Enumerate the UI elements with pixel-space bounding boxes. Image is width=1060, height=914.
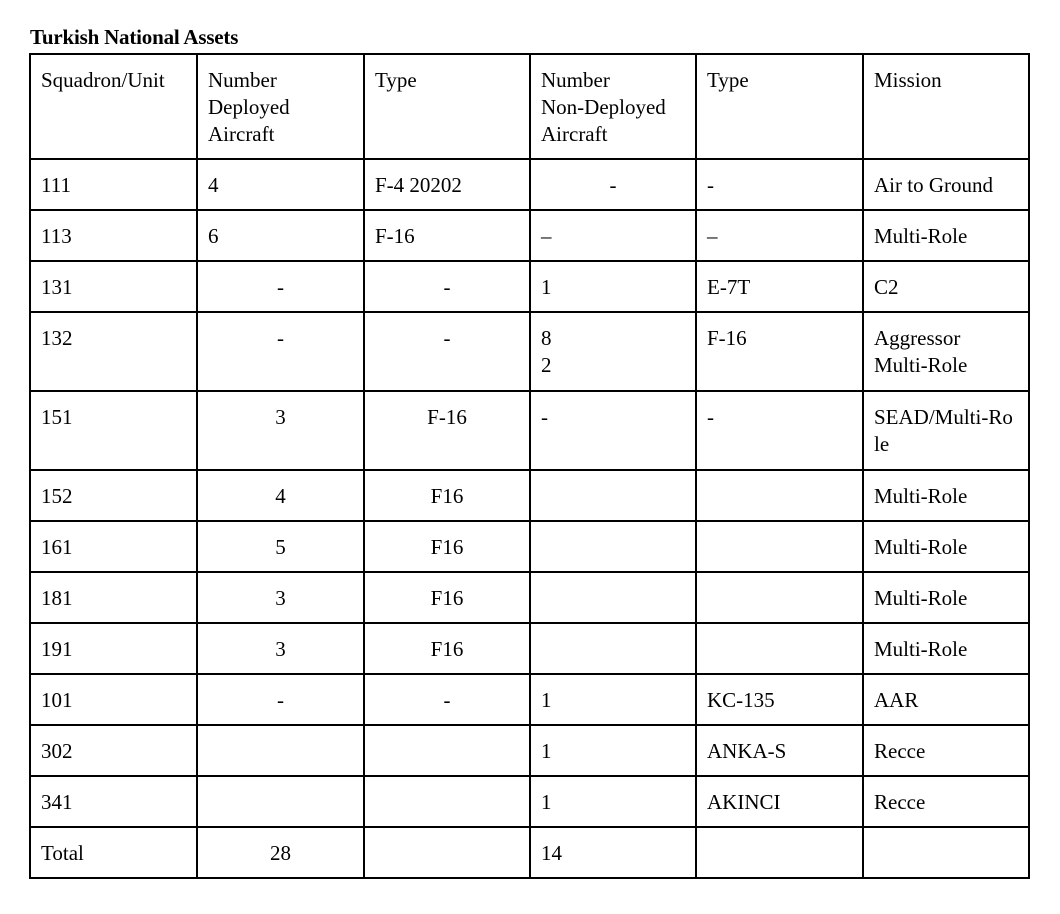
cell-deployed-count bbox=[197, 776, 364, 827]
cell-text: Aggressor bbox=[874, 326, 961, 350]
table-row bbox=[30, 776, 1029, 827]
cell-total-deployed: 28 bbox=[197, 827, 364, 878]
cell-unit: 131 bbox=[30, 261, 197, 312]
cell-non-deployed-type: E-7T bbox=[696, 261, 863, 312]
header-text: Aircraft bbox=[541, 122, 608, 146]
header-cell-mission bbox=[863, 54, 1029, 159]
cell-unit: 152 bbox=[30, 470, 197, 521]
table-row bbox=[30, 470, 1029, 521]
cell-deployed-count: 6 bbox=[197, 210, 364, 261]
cell-non-deployed-type: F-16 bbox=[696, 312, 863, 391]
cell-deployed-type: - bbox=[364, 261, 530, 312]
cell-mission bbox=[863, 623, 1029, 674]
cell-deployed-count: - bbox=[197, 674, 364, 725]
cell-non-deployed-type: AKINCI bbox=[696, 776, 863, 827]
cell-deployed-type: F16 bbox=[364, 572, 530, 623]
cell-unit: 111 bbox=[30, 159, 197, 210]
cell-total-label: Total bbox=[30, 827, 197, 878]
cell-non-deployed-count bbox=[530, 725, 696, 776]
cell-text: – bbox=[541, 224, 552, 248]
cell-unit: 302 bbox=[30, 725, 197, 776]
cell-text: Recce bbox=[874, 739, 926, 763]
cell-non-deployed-type: KC-135 bbox=[696, 674, 863, 725]
header-text: Squadron/Unit bbox=[41, 68, 165, 92]
cell-non-deployed-type bbox=[696, 572, 863, 623]
header-text: Number bbox=[541, 68, 610, 92]
cell-text: 1 bbox=[541, 688, 552, 712]
cell-text: Multi-Role bbox=[874, 224, 968, 248]
cell-non-deployed-type: - bbox=[696, 159, 863, 210]
cell-mission bbox=[863, 261, 1029, 312]
cell-text: Multi-Role bbox=[874, 535, 968, 559]
cell-deployed-type bbox=[364, 725, 530, 776]
cell-unit: 181 bbox=[30, 572, 197, 623]
cell-deployed-type: F-16 bbox=[364, 391, 530, 470]
cell-deployed-count: 4 bbox=[197, 159, 364, 210]
cell-mission bbox=[863, 725, 1029, 776]
cell-text: SEAD/Multi-Role bbox=[874, 405, 1013, 456]
header-text: Aircraft bbox=[208, 122, 275, 146]
header-cell-deployed-type bbox=[364, 54, 530, 159]
cell-non-deployed-count bbox=[530, 312, 696, 391]
header-cell-number-non-deployed bbox=[530, 54, 696, 159]
header-cell-squadron-unit bbox=[30, 54, 197, 159]
total-row bbox=[30, 827, 1029, 878]
cell-non-deployed-type bbox=[696, 521, 863, 572]
cell-non-deployed-type bbox=[696, 623, 863, 674]
cell-non-deployed-count bbox=[530, 210, 696, 261]
table-row bbox=[30, 210, 1029, 261]
cell-deployed-type: F-4 20202 bbox=[364, 159, 530, 210]
cell-non-deployed-count bbox=[530, 776, 696, 827]
cell-deployed-count: 3 bbox=[197, 391, 364, 470]
cell-mission bbox=[863, 210, 1029, 261]
cell-deployed-count: - bbox=[197, 312, 364, 391]
header-cell-number-deployed bbox=[197, 54, 364, 159]
cell-mission bbox=[863, 312, 1029, 391]
cell-non-deployed-count bbox=[530, 159, 696, 210]
cell-text: 1 bbox=[541, 790, 552, 814]
header-row bbox=[30, 54, 1029, 159]
cell-mission bbox=[863, 521, 1029, 572]
cell-mission bbox=[863, 776, 1029, 827]
cell-mission bbox=[863, 572, 1029, 623]
cell-text: Multi-Role bbox=[874, 637, 968, 661]
table-row bbox=[30, 572, 1029, 623]
cell-text: Multi-Role bbox=[874, 353, 968, 377]
cell-deployed-count: 4 bbox=[197, 470, 364, 521]
cell-text: Recce bbox=[874, 790, 926, 814]
cell-deployed-type: - bbox=[364, 312, 530, 391]
cell-text: AAR bbox=[874, 688, 919, 712]
cell-deployed-count: 5 bbox=[197, 521, 364, 572]
header-text: Type bbox=[707, 68, 749, 92]
national-assets-table bbox=[29, 53, 1030, 879]
cell-total-non-deployed: 14 bbox=[530, 827, 696, 878]
cell-unit: 113 bbox=[30, 210, 197, 261]
table-row bbox=[30, 261, 1029, 312]
cell-mission bbox=[863, 470, 1029, 521]
cell-unit: 151 bbox=[30, 391, 197, 470]
cell-unit: 101 bbox=[30, 674, 197, 725]
cell-text: 2 bbox=[541, 353, 552, 377]
cell-deployed-count: - bbox=[197, 261, 364, 312]
cell-mission bbox=[863, 391, 1029, 470]
cell-deployed-type: F16 bbox=[364, 623, 530, 674]
cell-text: 1 bbox=[541, 275, 552, 299]
cell-deployed-type: F16 bbox=[364, 521, 530, 572]
cell-deployed-count: 3 bbox=[197, 572, 364, 623]
cell-text: 1 bbox=[541, 739, 552, 763]
document-title: Turkish National Assets bbox=[30, 25, 239, 49]
cell-unit: 132 bbox=[30, 312, 197, 391]
cell-non-deployed-type: - bbox=[696, 391, 863, 470]
cell-unit: 191 bbox=[30, 623, 197, 674]
cell-text: - bbox=[541, 405, 548, 429]
header-cell-non-deployed-type bbox=[696, 54, 863, 159]
cell-non-deployed-type bbox=[696, 470, 863, 521]
table-row bbox=[30, 312, 1029, 391]
cell-non-deployed-type: ANKA-S bbox=[696, 725, 863, 776]
cell-total-mission bbox=[863, 827, 1029, 878]
table-row bbox=[30, 725, 1029, 776]
header-text: Type bbox=[375, 68, 417, 92]
cell-non-deployed-count bbox=[530, 623, 696, 674]
cell-mission bbox=[863, 674, 1029, 725]
cell-deployed-type: F-16 bbox=[364, 210, 530, 261]
cell-unit: 161 bbox=[30, 521, 197, 572]
cell-deployed-type: F16 bbox=[364, 470, 530, 521]
cell-deployed-type: - bbox=[364, 674, 530, 725]
cell-non-deployed-count bbox=[530, 470, 696, 521]
header-text: Mission bbox=[874, 68, 942, 92]
cell-non-deployed-count bbox=[530, 261, 696, 312]
cell-text: 8 bbox=[541, 326, 552, 350]
cell-non-deployed-count bbox=[530, 391, 696, 470]
cell-total-non-deployed-type bbox=[696, 827, 863, 878]
cell-text: Multi-Role bbox=[874, 586, 968, 610]
cell-text: C2 bbox=[874, 275, 899, 299]
table-row bbox=[30, 623, 1029, 674]
table-row bbox=[30, 391, 1029, 470]
cell-deployed-count: 3 bbox=[197, 623, 364, 674]
cell-text: Air to Ground bbox=[874, 173, 993, 197]
cell-non-deployed-count bbox=[530, 521, 696, 572]
cell-unit: 341 bbox=[30, 776, 197, 827]
cell-non-deployed-type: – bbox=[696, 210, 863, 261]
header-text: Number bbox=[208, 68, 277, 92]
header-text: Non-Deployed bbox=[541, 95, 666, 119]
cell-deployed-type bbox=[364, 776, 530, 827]
table-row bbox=[30, 521, 1029, 572]
cell-text: - bbox=[609, 173, 617, 197]
cell-deployed-count bbox=[197, 725, 364, 776]
cell-mission bbox=[863, 159, 1029, 210]
cell-non-deployed-count bbox=[530, 572, 696, 623]
table-row bbox=[30, 159, 1029, 210]
cell-total-deployed-type bbox=[364, 827, 530, 878]
header-text: Deployed bbox=[208, 95, 290, 119]
cell-text: Multi-Role bbox=[874, 484, 968, 508]
table-row bbox=[30, 674, 1029, 725]
cell-non-deployed-count bbox=[530, 674, 696, 725]
